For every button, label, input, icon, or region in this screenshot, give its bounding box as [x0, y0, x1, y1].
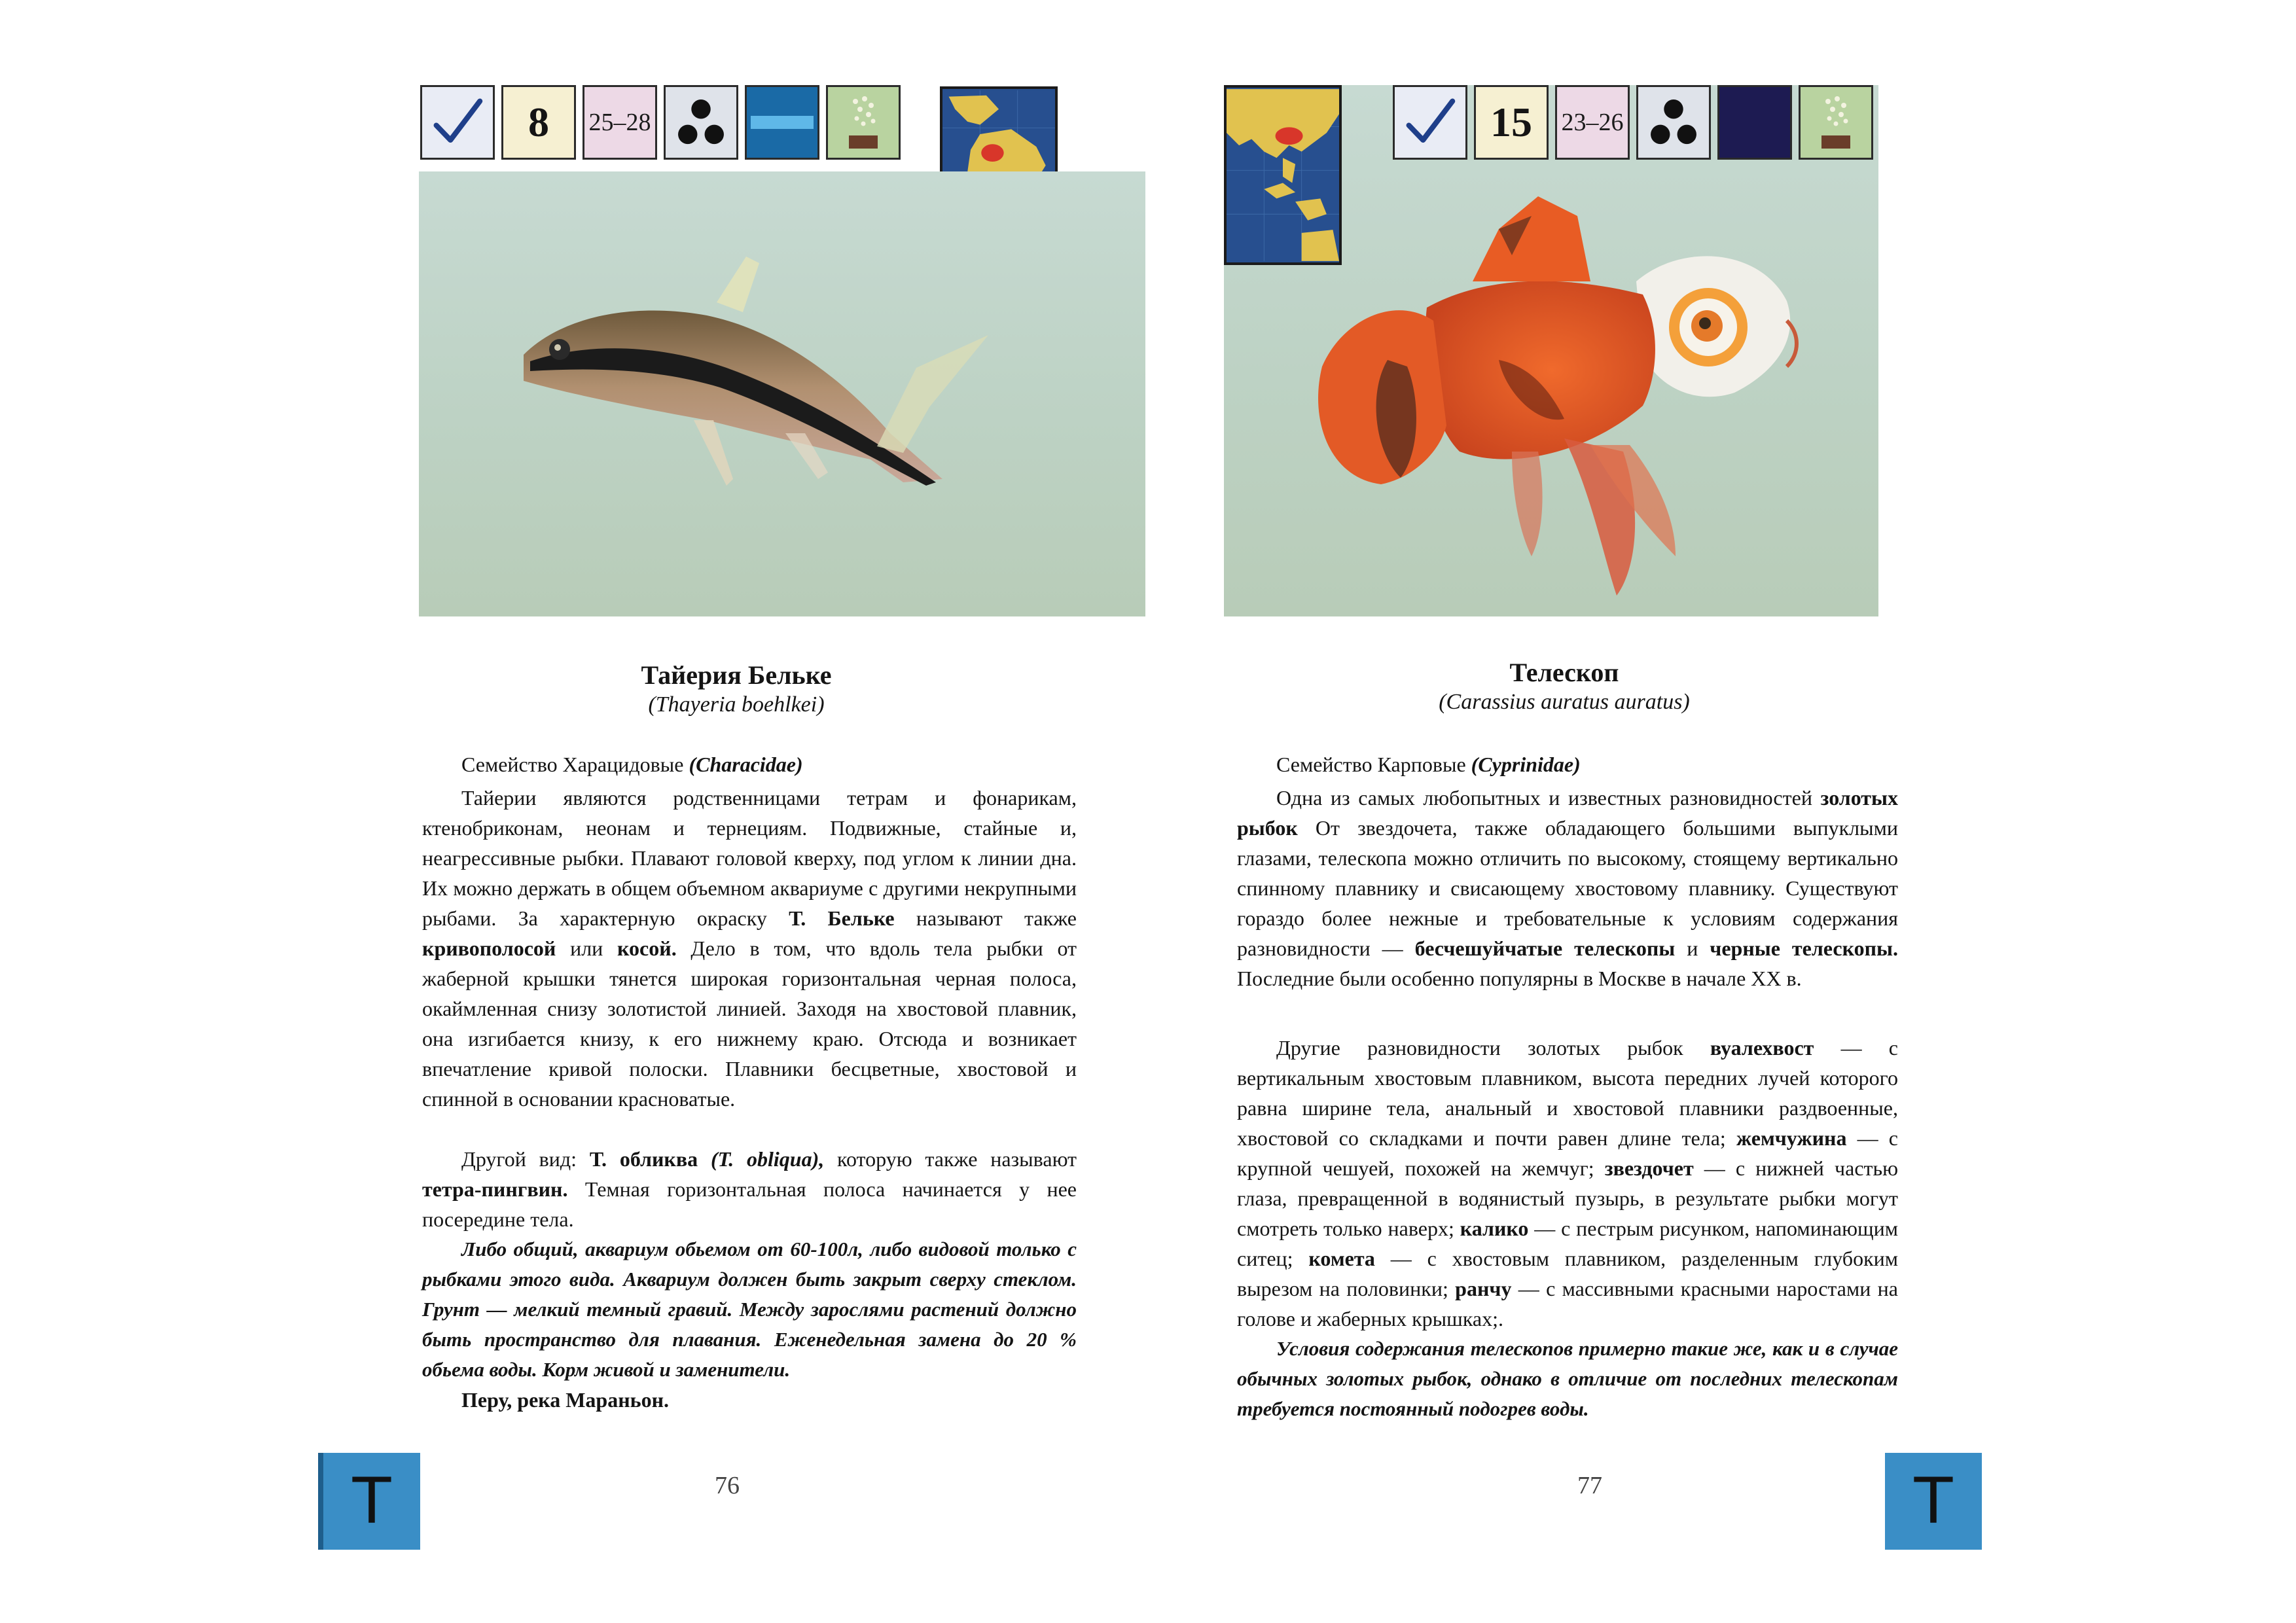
page-right — [1237, 0, 1996, 1623]
description-text — [422, 783, 1077, 1415]
fish-photo-thayeria — [419, 171, 1145, 616]
origin-text: Перу, река Мараньон. — [461, 1388, 670, 1412]
text-run: — с вертикальным хвостовым плавником, высота передних лучей которого равна ширине тела, анальный и хвостовой плавники раздвоенные, хвостовой со складками и почти равен длине тела; — [1237, 1036, 1899, 1150]
text-run: или — [556, 936, 618, 960]
family-line — [1276, 753, 1581, 777]
text-run: и — [1675, 936, 1710, 960]
emphasized-term: Т. обликва — [589, 1147, 698, 1171]
school-fish-icon — [1636, 85, 1711, 160]
care-icons-left — [420, 85, 901, 164]
care-icons-right — [1393, 85, 1873, 164]
emphasized-term: ранчу — [1455, 1277, 1512, 1300]
description-paragraph — [1237, 783, 1898, 993]
emphasized-term: черные телескопы. — [1710, 936, 1899, 960]
temperature-badge: 23–26 — [1555, 85, 1630, 160]
description-text — [1237, 783, 1898, 1424]
varieties-paragraph — [1237, 1033, 1898, 1334]
species-latin-name: (Thayeria boehlkei) — [648, 692, 825, 717]
text-run: Другой вид: — [461, 1147, 590, 1171]
school-fish-icon — [664, 85, 738, 160]
family-latin: (Characidae) — [689, 753, 803, 776]
emphasized-term: комета — [1308, 1247, 1375, 1270]
temperature-badge: 25–28 — [583, 85, 657, 160]
text-run: Темная горизонтальная полоса начинается у нее посередине тела. — [422, 1177, 1077, 1231]
text-run: называют также — [894, 906, 1077, 930]
water-level-icon — [1717, 85, 1792, 160]
text-run: — с хвостовым плавником, разделенным глубоким вырезом на половинки; — [1237, 1247, 1899, 1300]
text-run: — с крупной чешуей, похожей на жемчуг; — [1237, 1126, 1899, 1180]
text-run: Тайерии являются родственницами тетрам и фонарикам, ктенобриконам, неонам и тернециям. Подвижные, стайные и, неагрессивные рыбки. Плавают головой кверху, под углом к линии дна. Их можно держать в общем объемном аквариуме с другими некрупными рыбами. За характерную окраску — [422, 786, 1077, 930]
emphasized-term: тетра-пингвин. — [422, 1177, 568, 1201]
species-title: Телескоп — [1509, 658, 1619, 687]
text-run: — с нижней частью глаза, превращенной в водянистый пузырь, в результате рыбки могут смотреть только наверх; — [1237, 1156, 1899, 1240]
water-level-icon — [745, 85, 819, 160]
text-run: которую также называют — [824, 1147, 1077, 1171]
aquarium-plant-icon — [1799, 85, 1873, 160]
emphasized-term: жемчужина — [1736, 1126, 1847, 1150]
page-number: 77 — [1577, 1472, 1602, 1499]
text-run: — с массивными красными наростами на голове и жаберных крышках;. — [1237, 1277, 1898, 1330]
text-run: Дело в том, что вдоль тела рыбки от жаберной крышки тянется широкая горизонтальная черная полоса, окаймленная снизу золотистой линией. Заходя на хвостовой плавник, она изгибается книзу, к его нижнему краю. Отсюда и возникает впечатление кривой полоски. Плавники бесцветные, хвостовой и спинной в основании красноватые. — [422, 936, 1077, 1111]
size-badge: 8 — [501, 85, 576, 160]
emphasized-term: Т. Бельке — [789, 906, 895, 930]
emphasized-term: бесчешуйчатые телескопы — [1414, 936, 1676, 960]
care-conditions: Либо общий, аквариум обьемом от 60-100л, либо видовой только с рыбками этого вида. Аквариум должен быть закрыт сверху стеклом. Грунт — мелкий темный гравий. Между зарослями растений должно быть пространство для плавания. Еженедельная замена до 20 % обьема воды. Корм живой и заменители. — [422, 1238, 1077, 1381]
text-run: — с пестрым рисунком, напоминающим ситец; — [1237, 1217, 1899, 1270]
range-map-asia — [1224, 85, 1342, 265]
text-run: Одна из самых любопытных и известных разновидностей — [1276, 786, 1821, 810]
alphabet-tab: T — [1885, 1453, 1982, 1550]
emphasized-term: золотых рыбок — [1237, 786, 1898, 840]
page-number: 76 — [715, 1472, 740, 1499]
related-species-paragraph — [422, 1144, 1077, 1234]
aquarium-plant-icon — [826, 85, 901, 160]
family-latin: (Cyprinidae) — [1471, 753, 1581, 776]
care-conditions: Условия содержания телескопов примерно такие же, как и в случае обычных золотых рыбок, однако в отличие от последних телескопам требуется постоянный подогрев воды. — [1237, 1337, 1898, 1420]
check-icon — [420, 85, 495, 160]
emphasized-term: звездочет — [1604, 1156, 1694, 1180]
family-name: Семейство Харацидовые — [461, 753, 689, 776]
emphasized-term: косой. — [617, 936, 677, 960]
species-title: Тайерия Бельке — [641, 660, 832, 690]
text-run: Другие разновидности золотых рыбок — [1276, 1036, 1710, 1060]
description-paragraph — [422, 783, 1077, 1114]
family-line — [461, 753, 803, 777]
emphasized-term: калико — [1460, 1217, 1529, 1240]
text-run: От звездочета, также обладающего большими выпуклыми глазами, телескопа можно отличить по высокому, стоящему вертикально спинному плавнику и свисающему хвостовому плавнику. Существуют гораздо более нежные и требовательные к условиям содержания разновидности — — [1237, 816, 1898, 960]
emphasized-term: кривополосой — [422, 936, 556, 960]
page-left — [314, 0, 1158, 1623]
check-icon — [1393, 85, 1467, 160]
size-badge: 15 — [1474, 85, 1549, 160]
family-name: Семейство Карповые — [1276, 753, 1471, 776]
text-run: Последние были особенно популярны в Москве в начале XX в. — [1237, 967, 1802, 990]
alphabet-tab: T — [318, 1453, 420, 1550]
species-latin-name: (Carassius auratus auratus) — [1439, 690, 1690, 714]
emphasized-term: вуалехвост — [1710, 1036, 1814, 1060]
emphasized-term: (T. obliqua), — [698, 1147, 825, 1171]
